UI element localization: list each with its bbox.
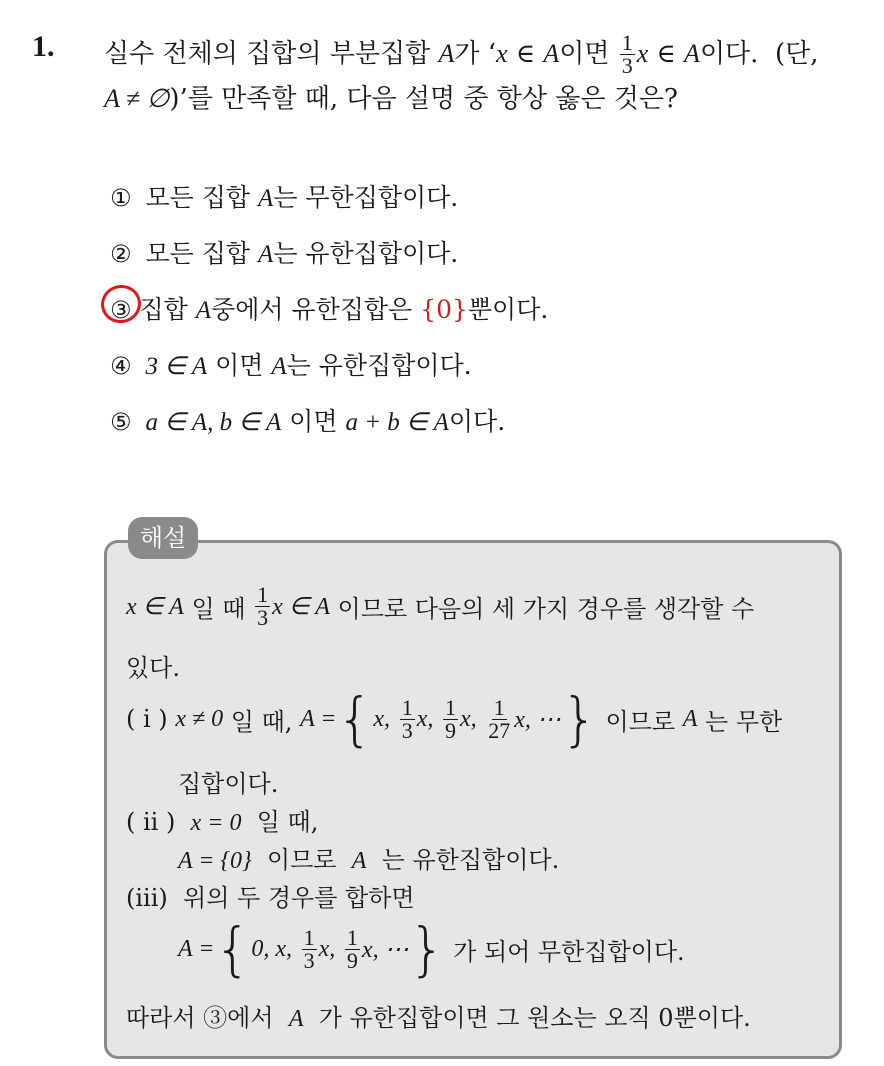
option-marker: ② — [110, 240, 132, 268]
fraction — [620, 29, 635, 78]
fraction — [443, 694, 458, 743]
question-text: 실수 전체의 집합의 부분집합 — [104, 39, 431, 69]
math-var: A — [258, 185, 274, 212]
option-text: 모든 집합 — [145, 183, 251, 212]
option-text: 이면 — [289, 407, 338, 436]
math-var: x — [496, 39, 508, 68]
question-line-1 — [104, 28, 819, 80]
math-expression: A = {0} — [178, 848, 252, 874]
solution-case-1 — [126, 685, 783, 753]
math-expression: 3 ∈ A — [145, 353, 208, 380]
math-var: A — [438, 39, 455, 68]
option-marker: ⑤ — [110, 408, 132, 436]
question-text: (단, — [774, 39, 819, 69]
solution-case-1-cont: 집합이다. — [178, 770, 279, 798]
solution-text: 일 때, — [230, 707, 293, 736]
option-text: 는 유한집합이다. — [273, 239, 459, 268]
math-var: A — [288, 1006, 304, 1032]
question-number: 1. — [32, 30, 55, 63]
fraction-numerator: 1 — [257, 581, 269, 607]
option-text: 모든 집합 — [145, 239, 251, 268]
option-text: 는 유한집합이다. — [286, 351, 472, 380]
math-var: x, — [318, 935, 336, 962]
fraction — [400, 694, 415, 743]
math-expression: A ≠ ∅ — [104, 84, 170, 113]
fraction-denominator: 3 — [401, 717, 413, 743]
question-text: 이면 — [559, 39, 610, 69]
solution-case-3 — [126, 878, 415, 913]
option-1 — [110, 178, 458, 214]
solution-text: 일 때 — [191, 594, 246, 623]
option-text: 는 무한집합이다. — [273, 183, 459, 212]
math-expression: A = — [178, 935, 215, 962]
option-text: 중에서 유한집합은 — [211, 295, 413, 324]
case-label: (iii) — [126, 884, 168, 912]
fraction-denominator: 27 — [488, 717, 511, 743]
right-brace: } — [560, 685, 598, 753]
option-marker: ① — [110, 184, 132, 212]
solution-case-2-cont — [178, 840, 559, 875]
math-var: A — [351, 848, 367, 874]
math-var: A — [258, 241, 274, 268]
left-brace: { — [336, 685, 374, 753]
question-text: )’를 만족할 때, 다음 설명 중 항상 옳은 것은? — [169, 84, 678, 114]
fraction-denominator: 3 — [621, 52, 633, 78]
option-text: 이면 — [215, 351, 264, 380]
solution-text: 일 때, — [256, 808, 319, 836]
math-expression: x = 0 — [190, 810, 242, 836]
solution-conclusion — [126, 998, 751, 1033]
solution-text: 가 되어 무한집합이다. — [453, 937, 685, 966]
solution-line-2: 있다. — [126, 654, 180, 682]
math-var: A — [682, 705, 698, 732]
solution-text: 따라서 ③에서 — [126, 1004, 274, 1032]
fraction — [302, 924, 317, 973]
fraction-numerator: 1 — [444, 694, 456, 720]
fraction-numerator: 1 — [303, 924, 315, 950]
option-3 — [110, 290, 548, 326]
solution-text: 는 무한 — [705, 707, 783, 736]
option-marker: ③ — [110, 296, 132, 324]
math-var: x — [636, 39, 649, 68]
solution-case-3-cont — [178, 915, 685, 983]
fraction-denominator: 3 — [257, 604, 269, 630]
option-marker: ④ — [110, 352, 132, 380]
option-2 — [110, 234, 458, 270]
math-expression: a ∈ A, b ∈ A — [145, 409, 282, 436]
math-expression: A = — [300, 705, 337, 732]
option-text: 뿐이다. — [467, 295, 549, 324]
fraction-numerator: 1 — [493, 694, 505, 720]
solution-text: 이므로 — [266, 846, 337, 874]
fraction-denominator: 9 — [444, 717, 456, 743]
question-text: 가 ‘ — [454, 39, 496, 69]
highlighted-set: {0} — [420, 295, 468, 324]
math-expression: x ∈ A — [126, 593, 184, 620]
option-5 — [110, 402, 505, 438]
solution-text: 위의 두 경우를 합하면 — [183, 884, 415, 912]
math-expression: x, ⋯ — [514, 706, 561, 733]
question-text: 이다. — [699, 39, 759, 69]
math-var: A — [684, 39, 700, 68]
math-expression: x ≠ 0 — [175, 705, 224, 732]
solution-text: 가 유한집합이면 그 원소는 오직 0뿐이다. — [318, 1004, 751, 1032]
option-4 — [110, 346, 472, 382]
right-brace: } — [408, 915, 446, 983]
solution-text: 이므로 다음의 세 가지 경우를 생각할 수 — [337, 594, 755, 623]
option-text: 이다. — [448, 407, 506, 436]
fraction-denominator: 9 — [346, 947, 358, 973]
option-text: 집합 — [139, 295, 188, 324]
left-brace: { — [214, 915, 252, 983]
math-expression: x, — [373, 705, 391, 732]
solution-text: 이므로 — [605, 707, 676, 736]
fraction-numerator: 1 — [621, 29, 633, 55]
math-expression: 0, x, — [251, 935, 292, 962]
fraction-denominator: 3 — [303, 947, 315, 973]
math-var: A — [543, 39, 560, 68]
fraction-numerator: 1 — [346, 924, 358, 950]
solution-tab: 해설 — [128, 517, 198, 559]
fraction-numerator: 1 — [401, 694, 413, 720]
solution-line-1 — [126, 578, 754, 634]
math-expression: a + b ∈ A — [345, 409, 449, 436]
math-var: A — [195, 297, 212, 324]
math-var: x, — [459, 705, 477, 732]
case-label: ( i ) — [126, 705, 168, 733]
fraction — [345, 924, 360, 973]
math-expression: x ∈ A — [272, 593, 330, 620]
math-expression: x, ⋯ — [361, 936, 409, 963]
solution-text: 는 유한집합이다. — [381, 846, 560, 874]
math-var: A — [271, 353, 287, 380]
fraction — [255, 581, 270, 630]
case-label: ( ii ) — [126, 808, 176, 836]
math-symbol: ∈ — [515, 39, 536, 69]
math-symbol: ∈ — [656, 39, 676, 69]
fraction — [486, 694, 512, 743]
math-var: x, — [416, 705, 434, 732]
solution-case-2 — [126, 802, 318, 837]
question-line-2 — [104, 86, 678, 112]
